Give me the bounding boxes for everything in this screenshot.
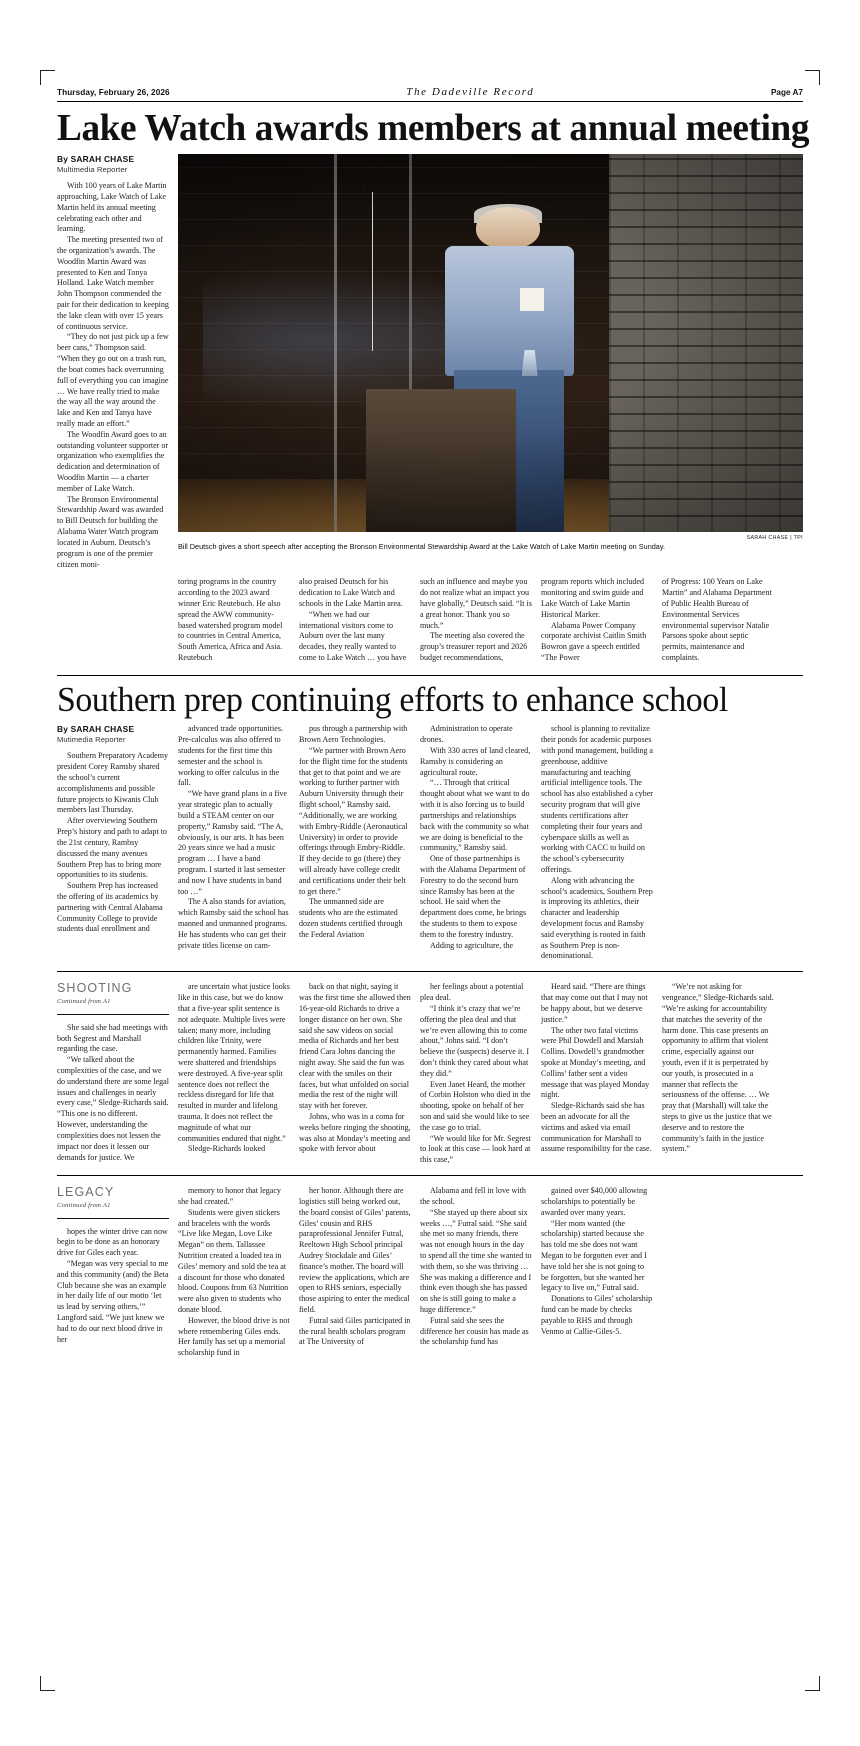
shooting-col5-body [541,982,653,1166]
paragraph: Administration to operate drones. [420,724,513,745]
shooting-jump-headline: SHOOTING [57,981,133,996]
article1-col5-body [541,577,653,664]
article2-col4-body [420,724,532,962]
paragraph: also praised Deutsch for his dedication to Lake Watch and schools in the Lake Martin area. [299,577,403,608]
paragraph: “We partner with Brown Aero for the flight time for the students that get to that point and we are working to further partner with Auburn University through their flight school,” Ramsby said. “Additionally, we are working with Embry-Riddle (Aeronautical University) in order to provide offerings through Embry-Riddle. If they decide to go (there) they will already have college credit and certifications under their belt to get there.” [299,746,408,896]
paragraph: advanced trade opportunities. Pre-calculus was also offered to students for the first time this semester and the school is working to offer calculus in the fall. [178,724,283,788]
legacy-jump-rule [57,1218,169,1219]
article1-col1-body [57,181,169,570]
paragraph: of Progress: 100 Years on Lake Martin” and Alabama Department of Public Health Bureau of Environmental Services environmental supervisor Natalie Parsons spoke about septic permits, maintenance and complaints. [662,577,772,663]
article2-col5-body [541,724,653,962]
article1-photo [178,154,803,532]
article1-headline: Lake Watch awards members at annual meeting [57,107,810,149]
paragraph: Futral said she sees the difference her cousin has made as the scholarship fund has [420,1315,529,1347]
paragraph: memory to honor that legacy she had created.” [178,1186,281,1206]
paragraph: “… Through that critical thought about what we want to do with it is also forcing us to build partnerships and relationships back with the community so what we are doing is beneficial to the community,” Ramsby said. [420,778,530,853]
article1-column-1 [57,154,169,570]
paragraph: “We’re not asking for vengeance,” Sledge-Richards said. “We’re asking for accountability that matches the severity of the harm done. This case presents an opportunity to affirm that violent crime, especially against our youth, even if it is perpetrated by our youth, is prosecuted in a manner that reflects the seriousness of the offense. … We pray that (Marshall) will take the steps to give us the justice that we deserve and to restore the community’s faith in the justice system.” [662,982,774,1154]
crop-mark-bottom-right [805,1676,820,1691]
paragraph: gained over $40,000 allowing scholarships to potentially be awarded over many years. [541,1186,648,1217]
paragraph: Adding to agriculture, the [430,940,514,950]
legacy-col1-body [57,1227,169,1346]
paragraph: Even Janet Heard, the mother of Corbin Holston who died in the shooting, spoke on behalf of her son and said she would like to see the case go to trial. [420,1079,531,1132]
article1-col4-body [420,577,532,664]
masthead-page-number: Page A7 [770,88,803,97]
legacy-col5-body [541,1186,653,1359]
article2-col3-body [299,724,411,962]
article2-col2-body [178,724,290,962]
paragraph: “She stayed up there about six weeks …,” Futral said. “She said she met so many friends, there was not enough hours in the day to spend all the time she wanted to with them, so she was thriving … She was making a difference and I think even though she has passed on she is still going to make a huge difference.” [420,1207,532,1315]
shooting-jump-rule [57,1014,169,1015]
article-southern-prep [57,680,803,962]
paragraph: Futral said Giles participated in the rural health scholars program at The University of [299,1315,411,1347]
paragraph: Heard said. “There are things that may come out that I may not be happy about, but we deserve justice.” [541,982,648,1024]
paragraph: The A also stands for aviation, which Ramsby said the school has manned and unmanned programs. He has students who can get their private titles license on cam- [178,897,289,950]
shooting-col2-body [178,982,290,1166]
continuation-legacy [57,1186,803,1359]
paragraph: hopes the winter drive can now begin to be done as an honorary drive for Giles each year. [57,1226,168,1258]
paragraph: Donations to Giles’ scholarship fund can be made by checks payable to RHS and through Venmo at Callie-Giles-5. [541,1294,653,1336]
section-divider-1 [57,675,803,676]
paragraph: Sledge-Richards looked [188,1144,266,1154]
paragraph: The Woodfin Award goes to an outstanding volunteer supporter or organization who exemplifies the dedication and determination of Woodfin Martin — a charter member of Lake Watch. [57,429,169,493]
article1-col3-body [299,577,411,664]
paragraph: One of those partnerships is with the Alabama Department of Forestry to do the second burn since Ramsby has been at the school. He said when the department does come, he brings the students to them to expose them to the forestry industry. [420,854,527,939]
shooting-col4-body [420,982,532,1166]
shooting-col1-body [57,1023,169,1164]
article1-byline-role: Multimedia Reporter [57,164,128,174]
paragraph: program reports which included monitoring and swim guide and Lake Watch of Lake Martin Historical Marker. [541,577,645,619]
paragraph: The Bronson Environmental Stewardship Award was awarded to Bill Deutsch for building the Alabama Water Watch program located in Auburn. Deutsch’s program is one of the premier citizen moni- [57,494,164,569]
paragraph: toring programs in the country according to the 2023 award winner Eric Reutebuch. He also spread the AWW community-based watershed program model to countries in Central America, South America, Africa and Asia. Reutebuch [178,577,283,663]
section-divider-2 [57,971,803,972]
paragraph: “We would like for Mr. Segrest to look at this case — look hard at this case,” [420,1133,531,1165]
crop-mark-top-left [40,70,55,85]
paragraph: are uncertain what justice looks like in this case, but we do know that a five-year split sentence is not adequate. Multiple lives were taken; many more, including children like Trinity, were permanently harmed. Families were shattered and friendships were destroyed. A five-year split sentence does not reflect the reckless disregard for life that resulted in murder and lifelong trauma. It does not reflect the magnitude of what our communities endured that night.” [178,982,290,1143]
paragraph: With 100 years of Lake Martin approaching, Lake Watch of Lake Martin held its annual meeting celebrating each other and learning. [57,181,167,234]
article2-columns [57,724,803,962]
paragraph: Southern Prep has increased the offering of its academics by partnering with Central Alabama Community College to provide students dual enrollment and [57,881,163,934]
legacy-col2-body [178,1186,290,1359]
paragraph: “Megan was very special to me and this community (and) the Beta Club because she was an example in her daily life of our motto ‘let us lead by serving others,’” Langford said. “We just knew we had to do our next blood drive in her [57,1259,169,1344]
paragraph: Alabama Power Company corporate archivist Caitlin Smith Bowron gave a speech entitled “The Power [541,620,647,663]
article2-headline: Southern prep continuing efforts to enhance school [57,680,728,719]
masthead-date: Thursday, February 26, 2026 [57,88,170,97]
paragraph: After overviewing Southern Prep’s history and path to adapt to the 21st century, Rambsy discussed the many avenues Southern Prep has to bring more opportunities to its students. [57,816,167,880]
article1-photo-caption: Bill Deutsch gives a short speech after accepting the Bronson Environmental Stewardship Award at the Lake Watch of Lake Martin meeting on Sunday. [178,541,665,551]
paragraph: “We have grand plans in a five year strategic plan to actually build a STEAM center on our property,” Ramsby said. “The A, obviously, is our arts. It has been 20 years since we had a music program … I have a band program. I started it last semester and now I have students in band too …” [178,789,288,896]
paragraph: “I think it’s crazy that we’re offering the plea deal and that we’re even allowing this to come about,” Johns said. “I don’t believe the (suspects) deserve it. I don’t think they cared about what they did.” [420,1003,530,1078]
paragraph: such an influence and maybe you do not realize what an impact you have globally,” Deutsch said. “It is a great honor. Thank you so much.” [420,577,532,630]
article1-lower-columns [57,577,803,664]
crop-mark-top-right [805,70,820,85]
article1-photo-block [178,154,803,570]
paragraph: Southern Preparatory Academy president Corey Ramsby shared the school’s current accomplishments and possible future projects to Kiwanis Club members last Thursday. [57,751,169,815]
paragraph: The unmanned side are students who are the estimated dozen students certified through the Federal Aviation [299,897,403,939]
paragraph: “We talked about the complexities of the case, and we do understand there are some legal issues and challenges in nearly every case,” Sledge-Richards said. “This one is no different. However, understanding the complexities does not lessen the impact nor does it lessen our demands for justice. We [57,1055,169,1162]
paragraph: her honor. Although there are logistics still being worked out, the board consist of Giles’ parents, Giles’ cousin and RHS paraprofessional Jennifer Futral, Reeltown High School principal Audrey Stockdale and Giles’ finance’s mother. The board will review the applications, which are open to RHS seniors, especially those aspiring to enter the medical field. [299,1186,411,1315]
paragraph: Alabama and fell in love with the school. [420,1186,526,1206]
paragraph: back on that night, saying it was the first time she allowed then 16-year-old Richards to drive a longer distance on her own. She said she saw videos on social media of Richards and her best friend Cara Johns dancing the night away. She said the fun was clear with the smiles on their faces, but what unfolded on social media the rest of the night will stay with her forever. [299,982,411,1111]
paragraph: Sledge-Richards said she has been an advocate for all the victims and asked via email communication for Marshall to assume responsibility for the case. [541,1101,652,1154]
legacy-col3-body [299,1186,411,1359]
paragraph: With 330 acres of land cleared, Ramsby is considering an agricultural route. [420,746,531,777]
paragraph: “When we had our international visitors come to Auburn over the last many decades, they really wanted to come to Lake Watch … you have [299,609,407,663]
paragraph: The other two fatal victims were Phil Dowdell and Marsiah Collins. Dowdell’s grandmother spoke at Monday’s meeting, and Collins’ father sent a video message that was played Monday night. [541,1025,650,1100]
article-lake-watch [57,107,810,664]
shooting-col6-body [662,982,774,1166]
shooting-jump-continued: Continued from A1 [57,997,111,1005]
article1-col2-body [178,577,290,664]
masthead-paper-name: The Dadeville Record [406,86,535,98]
section-divider-3 [57,1175,803,1176]
legacy-col4-body [420,1186,532,1359]
paragraph: pus through a partnership with Brown Aero Technologies. [299,724,408,745]
article2-col1-body [57,751,169,935]
continuation-shooting [57,982,803,1166]
paragraph: her feelings about a potential plea deal. [420,982,524,1003]
legacy-jump-continued: Continued from A1 [57,1201,111,1209]
paragraph: Along with advancing the school’s academics, Southern Prep is improving its athletics, their character and leadership development focus and Ramsby said everything is rooted in faith as Southern Prep is non-denominational. [541,875,653,961]
paragraph: “They do not just pick up a few beer cans,” Thompson said. “When they go out on a trash run, the boat comes back overrunning full of everything you can imagine … We have really tried to make the way all the way around the lake and Ken and Tanya have really made an effort.” [57,332,169,428]
article2-byline-author: By SARAH CHASE [57,724,135,735]
paragraph: Johns, who was in a coma for weeks before ringing the shooting, was also at Monday’s meeting and spoke with fervor about [299,1112,411,1154]
paragraph: “Her mom wanted (the scholarship) started because she has told me she does not want Megan to be forgotten ever and I have told her she is not going to be forgotten, but she wanted her legacy to live on,” Futral said. [541,1218,647,1293]
paragraph: The meeting also covered the group’s treasurer report and 2026 budget recommendations, [420,631,528,663]
paragraph: She said she had meetings with both Segrest and Marshall regarding the case. [57,1022,168,1054]
paragraph: school is planning to revitalize their ponds for academic purposes with pond management, building a greenhouse, additive manufacturing and teaching artificial intelligence tools. The school has also established a cyber security program that will give students certifications after completing their four years and cyberspace skills as well as working with CACC to build on the school’s cybersecurity offerings. [541,724,653,874]
paragraph: Students were given stickers and bracelets with the words “Live like Megan, Love Like Megan” on them. Tallassee Nutrition created a loaded tea in Giles’ memory and sold the tea at a discount for those who donated blood. Coupons from 63 Nutrition were also given to students who donate blood. [178,1207,289,1315]
legacy-jump-headline: LEGACY [57,1185,115,1200]
article1-byline [57,154,169,174]
shooting-col3-body [299,982,411,1166]
masthead [57,86,803,102]
paragraph: The meeting presented two of the organization’s awards. The Woodfin Martin Award was presented to Ken and Tonya Holland. Lake Watch member John Thompson commended the pair for their dedication to keeping the lake clean with over 15 years of continuous service. [57,235,169,331]
paragraph: However, the blood drive is not where remembering Giles ends. Her family has set up a memorial scholarship fund in [178,1315,290,1358]
article1-photo-credit: SARAH CHASE | TPI [746,534,803,541]
article1-col6-body [662,577,774,664]
article1-byline-author: By SARAH CHASE [57,154,135,165]
crop-mark-bottom-left [40,1676,55,1691]
article2-byline [57,724,169,744]
article2-byline-role: Mutimedia Reporter [57,734,126,744]
